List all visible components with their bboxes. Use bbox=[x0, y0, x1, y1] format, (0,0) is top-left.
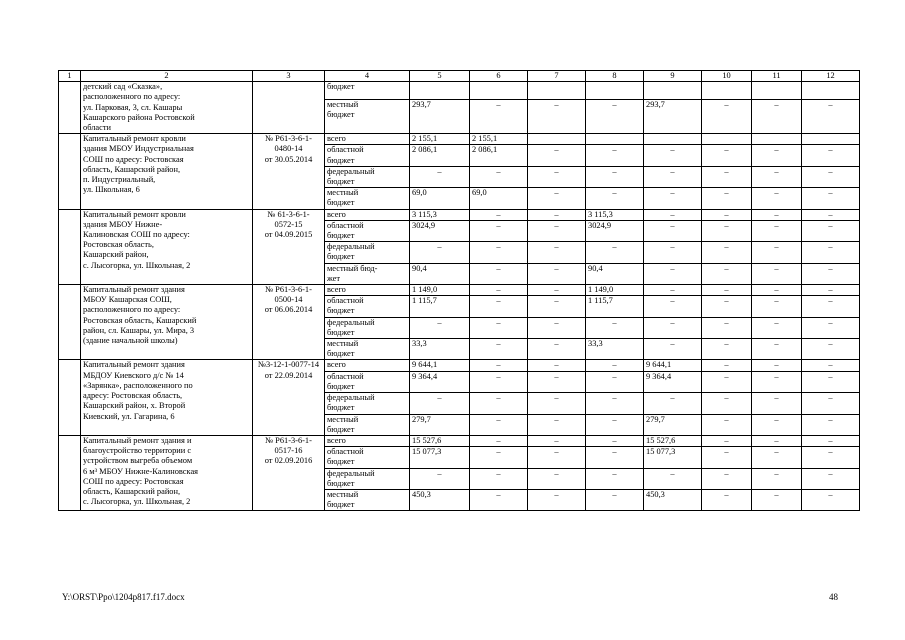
amount-cell: – bbox=[470, 414, 528, 435]
amount-cell: – bbox=[752, 100, 802, 134]
amount-cell: – bbox=[702, 414, 752, 435]
amount-cell bbox=[644, 134, 702, 145]
document-number-cell bbox=[253, 82, 325, 134]
amount-cell: 3 115,3 bbox=[586, 209, 644, 220]
amount-cell: – bbox=[802, 285, 860, 296]
amount-cell: – bbox=[528, 371, 586, 392]
amount-cell: – bbox=[802, 263, 860, 284]
amount-cell: – bbox=[752, 371, 802, 392]
amount-cell: 293,7 bbox=[410, 100, 470, 134]
amount-cell: – bbox=[752, 242, 802, 263]
amount-cell: – bbox=[702, 285, 752, 296]
amount-cell: 3 115,3 bbox=[410, 209, 470, 220]
amount-cell: – bbox=[702, 317, 752, 338]
amount-cell: – bbox=[470, 220, 528, 241]
amount-cell: – bbox=[586, 447, 644, 468]
funding-source-cell: федеральный бюджет bbox=[325, 393, 410, 414]
amount-cell: – bbox=[470, 166, 528, 187]
funding-source-cell: областной бюджет bbox=[325, 145, 410, 166]
amount-cell: – bbox=[528, 145, 586, 166]
funding-source-cell: областной бюджет bbox=[325, 371, 410, 392]
row-number-cell bbox=[59, 285, 81, 360]
funding-source-cell: местный бюджет bbox=[325, 414, 410, 435]
amount-cell: – bbox=[802, 220, 860, 241]
funding-source-cell: всего bbox=[325, 285, 410, 296]
amount-cell: 293,7 bbox=[644, 100, 702, 134]
amount-cell: – bbox=[410, 166, 470, 187]
column-number: 1 bbox=[59, 71, 81, 82]
amount-cell: 9 644,1 bbox=[410, 360, 470, 371]
amount-cell: – bbox=[644, 296, 702, 317]
amount-cell: – bbox=[586, 371, 644, 392]
funding-source-cell: бюджет bbox=[325, 82, 410, 100]
amount-cell: – bbox=[644, 188, 702, 209]
amount-cell: – bbox=[802, 468, 860, 489]
amount-cell: – bbox=[702, 435, 752, 446]
amount-cell bbox=[802, 134, 860, 145]
amount-cell: – bbox=[586, 100, 644, 134]
amount-cell: – bbox=[470, 447, 528, 468]
amount-cell: – bbox=[528, 339, 586, 360]
amount-cell: – bbox=[702, 371, 752, 392]
amount-cell: – bbox=[702, 393, 752, 414]
amount-cell: – bbox=[752, 166, 802, 187]
amount-cell: 69,0 bbox=[410, 188, 470, 209]
amount-cell: – bbox=[410, 242, 470, 263]
amount-cell: – bbox=[752, 414, 802, 435]
amount-cell: – bbox=[702, 242, 752, 263]
amount-cell bbox=[752, 82, 802, 100]
amount-cell: – bbox=[644, 317, 702, 338]
table-row bbox=[59, 360, 860, 371]
amount-cell: – bbox=[586, 435, 644, 446]
funding-source-cell: всего bbox=[325, 209, 410, 220]
funding-source-cell: федеральный бюджет bbox=[325, 468, 410, 489]
amount-cell: – bbox=[470, 317, 528, 338]
amount-cell: – bbox=[528, 393, 586, 414]
row-number-cell bbox=[59, 209, 81, 284]
amount-cell: 9 364,4 bbox=[644, 371, 702, 392]
document-number-cell: № 61-3-6-1- 0572-15 от 04.09.2015 bbox=[253, 209, 325, 284]
amount-cell: – bbox=[586, 414, 644, 435]
amount-cell: 15 527,6 bbox=[644, 435, 702, 446]
amount-cell: 2 155,1 bbox=[410, 134, 470, 145]
amount-cell: – bbox=[470, 296, 528, 317]
column-number: 7 bbox=[528, 71, 586, 82]
amount-cell: – bbox=[802, 209, 860, 220]
amount-cell: 450,3 bbox=[644, 489, 702, 510]
amount-cell bbox=[470, 82, 528, 100]
amount-cell: – bbox=[752, 285, 802, 296]
amount-cell: – bbox=[802, 317, 860, 338]
amount-cell: – bbox=[528, 209, 586, 220]
amount-cell: – bbox=[586, 489, 644, 510]
amount-cell bbox=[702, 134, 752, 145]
amount-cell bbox=[802, 82, 860, 100]
amount-cell: – bbox=[470, 209, 528, 220]
funding-source-cell: областной бюджет bbox=[325, 220, 410, 241]
amount-cell bbox=[586, 82, 644, 100]
object-name-cell: Капитальный ремонт здания МБДОУ Киевского д/с № 14 «Зарянка», расположенного по адресу: Ростовская область, Кашарский район, х. Второй Киевский, ул. Гагарина, 6 bbox=[81, 360, 253, 435]
amount-cell: – bbox=[644, 263, 702, 284]
document-number-cell: №3-12-1-0077-14 от 22.09.2014 bbox=[253, 360, 325, 435]
document-number-cell: № Р61-3-6-1- 0480-14 от 30.05.2014 bbox=[253, 134, 325, 209]
amount-cell: – bbox=[752, 339, 802, 360]
amount-cell: – bbox=[586, 393, 644, 414]
amount-cell: – bbox=[644, 145, 702, 166]
amount-cell: – bbox=[702, 447, 752, 468]
amount-cell: – bbox=[528, 166, 586, 187]
amount-cell bbox=[528, 134, 586, 145]
amount-cell: 15 077,3 bbox=[410, 447, 470, 468]
amount-cell: – bbox=[752, 220, 802, 241]
table-row bbox=[59, 82, 860, 100]
amount-cell: – bbox=[586, 242, 644, 263]
amount-cell: – bbox=[470, 242, 528, 263]
amount-cell: – bbox=[644, 393, 702, 414]
object-name-cell: детский сад «Сказка», расположенного по адресу: ул. Парковая, 3, сл. Кашары Кашарского района Ростовской области bbox=[81, 82, 253, 134]
amount-cell: – bbox=[528, 447, 586, 468]
object-name-cell: Капитальный ремонт здания МБОУ Кашарская СОШ, расположенного по адресу: Ростовская область, Кашарский район, сл. Кашары, ул. Мира, 3 (здание начальной школы) bbox=[81, 285, 253, 360]
object-name-cell: Капитальный ремонт здания и благоустройство территории с устройством выгреба объемом 6 м³ МБОУ Нижне-Калиновская СОШ по адресу: Ростовская область, Кашарский район, с. Лысогорка, ул. Школьная, 2 bbox=[81, 435, 253, 510]
amount-cell: – bbox=[528, 263, 586, 284]
funding-source-cell: федеральный бюджет bbox=[325, 166, 410, 187]
amount-cell: – bbox=[702, 100, 752, 134]
budget-table bbox=[58, 70, 860, 511]
row-number-cell bbox=[59, 435, 81, 510]
amount-cell: – bbox=[802, 414, 860, 435]
amount-cell: – bbox=[410, 393, 470, 414]
funding-source-cell: местный бюджет bbox=[325, 489, 410, 510]
amount-cell: – bbox=[802, 393, 860, 414]
column-number: 4 bbox=[325, 71, 410, 82]
amount-cell: – bbox=[528, 317, 586, 338]
column-number: 8 bbox=[586, 71, 644, 82]
column-number: 9 bbox=[644, 71, 702, 82]
amount-cell: – bbox=[528, 435, 586, 446]
amount-cell: – bbox=[702, 188, 752, 209]
amount-cell: 9 644,1 bbox=[644, 360, 702, 371]
amount-cell: – bbox=[644, 468, 702, 489]
column-number: 3 bbox=[253, 71, 325, 82]
amount-cell: – bbox=[802, 242, 860, 263]
amount-cell: – bbox=[702, 339, 752, 360]
amount-cell: – bbox=[470, 371, 528, 392]
amount-cell: 9 364,4 bbox=[410, 371, 470, 392]
amount-cell: – bbox=[586, 188, 644, 209]
table-row bbox=[59, 435, 860, 446]
amount-cell: – bbox=[528, 220, 586, 241]
row-number-cell bbox=[59, 82, 81, 134]
amount-cell: – bbox=[586, 317, 644, 338]
amount-cell: – bbox=[528, 242, 586, 263]
amount-cell: – bbox=[528, 468, 586, 489]
funding-source-cell: федеральный бюджет bbox=[325, 317, 410, 338]
funding-source-cell: местный бюджет bbox=[325, 188, 410, 209]
amount-cell: 15 527,6 bbox=[410, 435, 470, 446]
amount-cell: 90,4 bbox=[586, 263, 644, 284]
amount-cell: – bbox=[644, 339, 702, 360]
amount-cell bbox=[752, 134, 802, 145]
amount-cell: – bbox=[528, 296, 586, 317]
amount-cell bbox=[410, 82, 470, 100]
amount-cell bbox=[702, 82, 752, 100]
column-number: 12 bbox=[802, 71, 860, 82]
column-number-row bbox=[59, 71, 860, 82]
document-number-cell: № Р61-3-6-1- 0517-16 от 02.09.2016 bbox=[253, 435, 325, 510]
amount-cell: – bbox=[702, 360, 752, 371]
amount-cell: – bbox=[644, 242, 702, 263]
amount-cell: – bbox=[470, 468, 528, 489]
amount-cell: – bbox=[528, 100, 586, 134]
amount-cell: – bbox=[752, 317, 802, 338]
amount-cell: 3024,9 bbox=[410, 220, 470, 241]
amount-cell: – bbox=[470, 435, 528, 446]
amount-cell: – bbox=[644, 166, 702, 187]
amount-cell: – bbox=[802, 435, 860, 446]
amount-cell: 279,7 bbox=[644, 414, 702, 435]
amount-cell: – bbox=[586, 166, 644, 187]
table-row bbox=[59, 285, 860, 296]
amount-cell: – bbox=[470, 285, 528, 296]
amount-cell: – bbox=[702, 263, 752, 284]
amount-cell: – bbox=[752, 468, 802, 489]
object-name-cell: Капитальный ремонт кровли здания МБОУ Индустриальная СОШ по адресу: Ростовская область, Кашарский район, п. Индустриальный, ул. Школьная, 6 bbox=[81, 134, 253, 209]
amount-cell: – bbox=[702, 468, 752, 489]
amount-cell: – bbox=[802, 339, 860, 360]
amount-cell: – bbox=[752, 209, 802, 220]
amount-cell: – bbox=[644, 209, 702, 220]
funding-source-cell: федеральный бюджет bbox=[325, 242, 410, 263]
amount-cell: – bbox=[470, 339, 528, 360]
funding-source-cell: местный бюджет bbox=[325, 100, 410, 134]
column-number: 10 bbox=[702, 71, 752, 82]
amount-cell bbox=[528, 82, 586, 100]
amount-cell: – bbox=[702, 220, 752, 241]
amount-cell: – bbox=[528, 188, 586, 209]
amount-cell: – bbox=[752, 296, 802, 317]
column-number: 2 bbox=[81, 71, 253, 82]
amount-cell: 1 149,0 bbox=[586, 285, 644, 296]
amount-cell: – bbox=[528, 285, 586, 296]
amount-cell: – bbox=[752, 393, 802, 414]
table-row bbox=[59, 134, 860, 145]
document-number-cell: № Р61-3-6-1- 0500-14 от 06.06.2014 bbox=[253, 285, 325, 360]
amount-cell: – bbox=[802, 145, 860, 166]
amount-cell: – bbox=[410, 317, 470, 338]
column-number: 6 bbox=[470, 71, 528, 82]
amount-cell: – bbox=[802, 188, 860, 209]
amount-cell: – bbox=[802, 371, 860, 392]
amount-cell: – bbox=[752, 188, 802, 209]
amount-cell: – bbox=[586, 360, 644, 371]
amount-cell: 33,3 bbox=[410, 339, 470, 360]
amount-cell: – bbox=[470, 489, 528, 510]
page-number: 48 bbox=[829, 592, 838, 602]
amount-cell: – bbox=[752, 145, 802, 166]
amount-cell: 450,3 bbox=[410, 489, 470, 510]
amount-cell: – bbox=[802, 489, 860, 510]
column-number: 11 bbox=[752, 71, 802, 82]
amount-cell: – bbox=[702, 209, 752, 220]
amount-cell: – bbox=[528, 414, 586, 435]
amount-cell: – bbox=[802, 447, 860, 468]
amount-cell: – bbox=[410, 468, 470, 489]
object-name-cell: Капитальный ремонт кровли здания МБОУ Нижне- Калиновская СОШ по адресу: Ростовская область, Кашарский район, с. Лысогорка, ул. Школьная, 2 bbox=[81, 209, 253, 284]
amount-cell: 2 155,1 bbox=[470, 134, 528, 145]
row-number-cell bbox=[59, 360, 81, 435]
amount-cell: – bbox=[702, 489, 752, 510]
amount-cell: 69,0 bbox=[470, 188, 528, 209]
row-number-cell bbox=[59, 134, 81, 209]
amount-cell: – bbox=[752, 263, 802, 284]
amount-cell: – bbox=[470, 393, 528, 414]
amount-cell: – bbox=[752, 435, 802, 446]
amount-cell bbox=[644, 82, 702, 100]
amount-cell: 1 115,7 bbox=[586, 296, 644, 317]
amount-cell: – bbox=[528, 360, 586, 371]
amount-cell: 15 077,3 bbox=[644, 447, 702, 468]
column-number: 5 bbox=[410, 71, 470, 82]
amount-cell: – bbox=[802, 360, 860, 371]
amount-cell bbox=[586, 134, 644, 145]
amount-cell: – bbox=[470, 360, 528, 371]
amount-cell: – bbox=[644, 285, 702, 296]
amount-cell: 2 086,1 bbox=[470, 145, 528, 166]
amount-cell: – bbox=[752, 447, 802, 468]
amount-cell: 90,4 bbox=[410, 263, 470, 284]
amount-cell: 1 149,0 bbox=[410, 285, 470, 296]
table-row bbox=[59, 209, 860, 220]
funding-source-cell: местный бюд- жет bbox=[325, 263, 410, 284]
funding-source-cell: областной бюджет bbox=[325, 447, 410, 468]
funding-source-cell: всего bbox=[325, 360, 410, 371]
amount-cell: – bbox=[802, 100, 860, 134]
amount-cell: – bbox=[586, 468, 644, 489]
amount-cell: – bbox=[702, 145, 752, 166]
funding-source-cell: местный бюджет bbox=[325, 339, 410, 360]
amount-cell: – bbox=[802, 296, 860, 317]
amount-cell: – bbox=[802, 166, 860, 187]
amount-cell: – bbox=[752, 489, 802, 510]
amount-cell: 279,7 bbox=[410, 414, 470, 435]
funding-source-cell: всего bbox=[325, 134, 410, 145]
file-path: Y:\ORST\Ppo\1204p817.f17.docx bbox=[62, 592, 185, 602]
amount-cell: – bbox=[470, 100, 528, 134]
amount-cell: – bbox=[470, 263, 528, 284]
amount-cell: 2 086,1 bbox=[410, 145, 470, 166]
amount-cell: – bbox=[586, 145, 644, 166]
amount-cell: – bbox=[702, 296, 752, 317]
amount-cell: – bbox=[702, 166, 752, 187]
amount-cell: 33,3 bbox=[586, 339, 644, 360]
funding-source-cell: всего bbox=[325, 435, 410, 446]
funding-source-cell: областной бюджет bbox=[325, 296, 410, 317]
amount-cell: – bbox=[528, 489, 586, 510]
amount-cell: 1 115,7 bbox=[410, 296, 470, 317]
amount-cell: – bbox=[752, 360, 802, 371]
amount-cell: – bbox=[644, 220, 702, 241]
amount-cell: 3024,9 bbox=[586, 220, 644, 241]
